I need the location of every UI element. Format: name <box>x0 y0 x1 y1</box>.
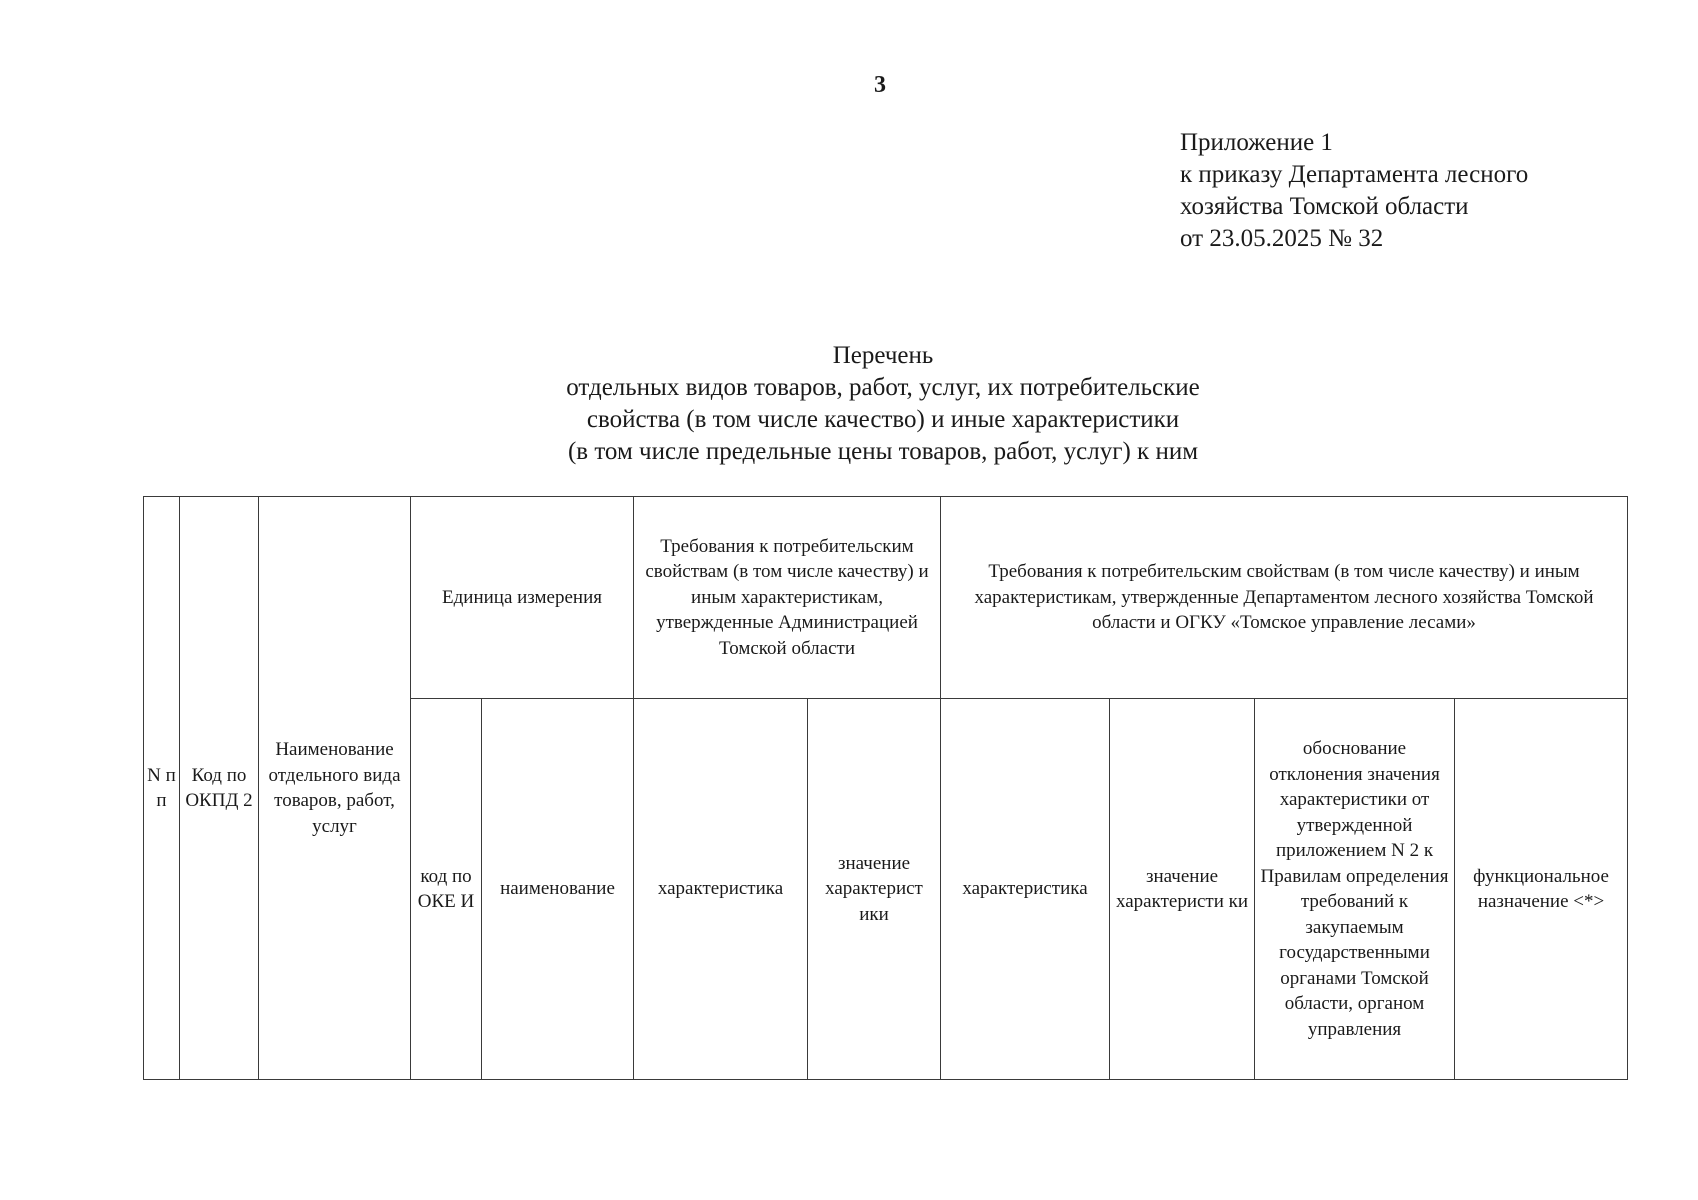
appendix-line: к приказу Департамента лесного <box>1180 161 1529 188</box>
header-okpd-code: Код по ОКПД 2 <box>180 497 259 1080</box>
appendix-line: от 23.05.2025 № 32 <box>1180 225 1384 252</box>
title-line: свойства (в том числе качество) и иные характеристики <box>586 406 1180 433</box>
title-line: (в том числе предельные цены товаров, работ, услуг) к ним <box>567 438 1199 465</box>
header-dept-justification: обоснование отклонения значения характеристики от утвержденной приложением N 2 к Правилам определения требований к закупаемым государственными органами Томской области, органом управления <box>1255 699 1455 1080</box>
header-dept-value: значение характеристи ки <box>1110 699 1255 1080</box>
header-row-top <box>144 497 1628 699</box>
header-item-name: Наименование отдельного вида товаров, работ, услуг <box>259 497 411 1080</box>
document-title <box>0 340 1698 468</box>
appendix-line: Приложение 1 <box>1180 129 1333 156</box>
header-dept-requirements: Требования к потребительским свойствам (в том числе качеству) и иным характеристикам, утвержденные Департаментом лесного хозяйства Томской области и ОГКУ «Томское управление лесами» <box>941 497 1628 699</box>
header-admin-value: значение характерист ики <box>808 699 941 1080</box>
requirements-table <box>143 496 1628 1080</box>
appendix-block <box>1180 127 1528 255</box>
header-unit-name: наименование <box>482 699 634 1080</box>
appendix-line: хозяйства Томской области <box>1180 193 1469 220</box>
header-dept-function: функциональное назначение <*> <box>1455 699 1628 1080</box>
title-heading: Перечень <box>832 342 934 369</box>
header-unit: Единица измерения <box>411 497 634 699</box>
header-admin-characteristic: характеристика <box>634 699 808 1080</box>
header-unit-code: код по ОКЕ И <box>411 699 482 1080</box>
header-dept-characteristic: характеристика <box>941 699 1110 1080</box>
page-number: 3 <box>874 72 886 98</box>
header-num: N п п <box>144 497 180 1080</box>
header-admin-requirements: Требования к потребительским свойствам (в том числе качеству) и иным характеристикам, утвержденные Администрацией Томской области <box>634 497 941 699</box>
title-line: отдельных видов товаров, работ, услуг, их потребительские <box>566 374 1200 401</box>
